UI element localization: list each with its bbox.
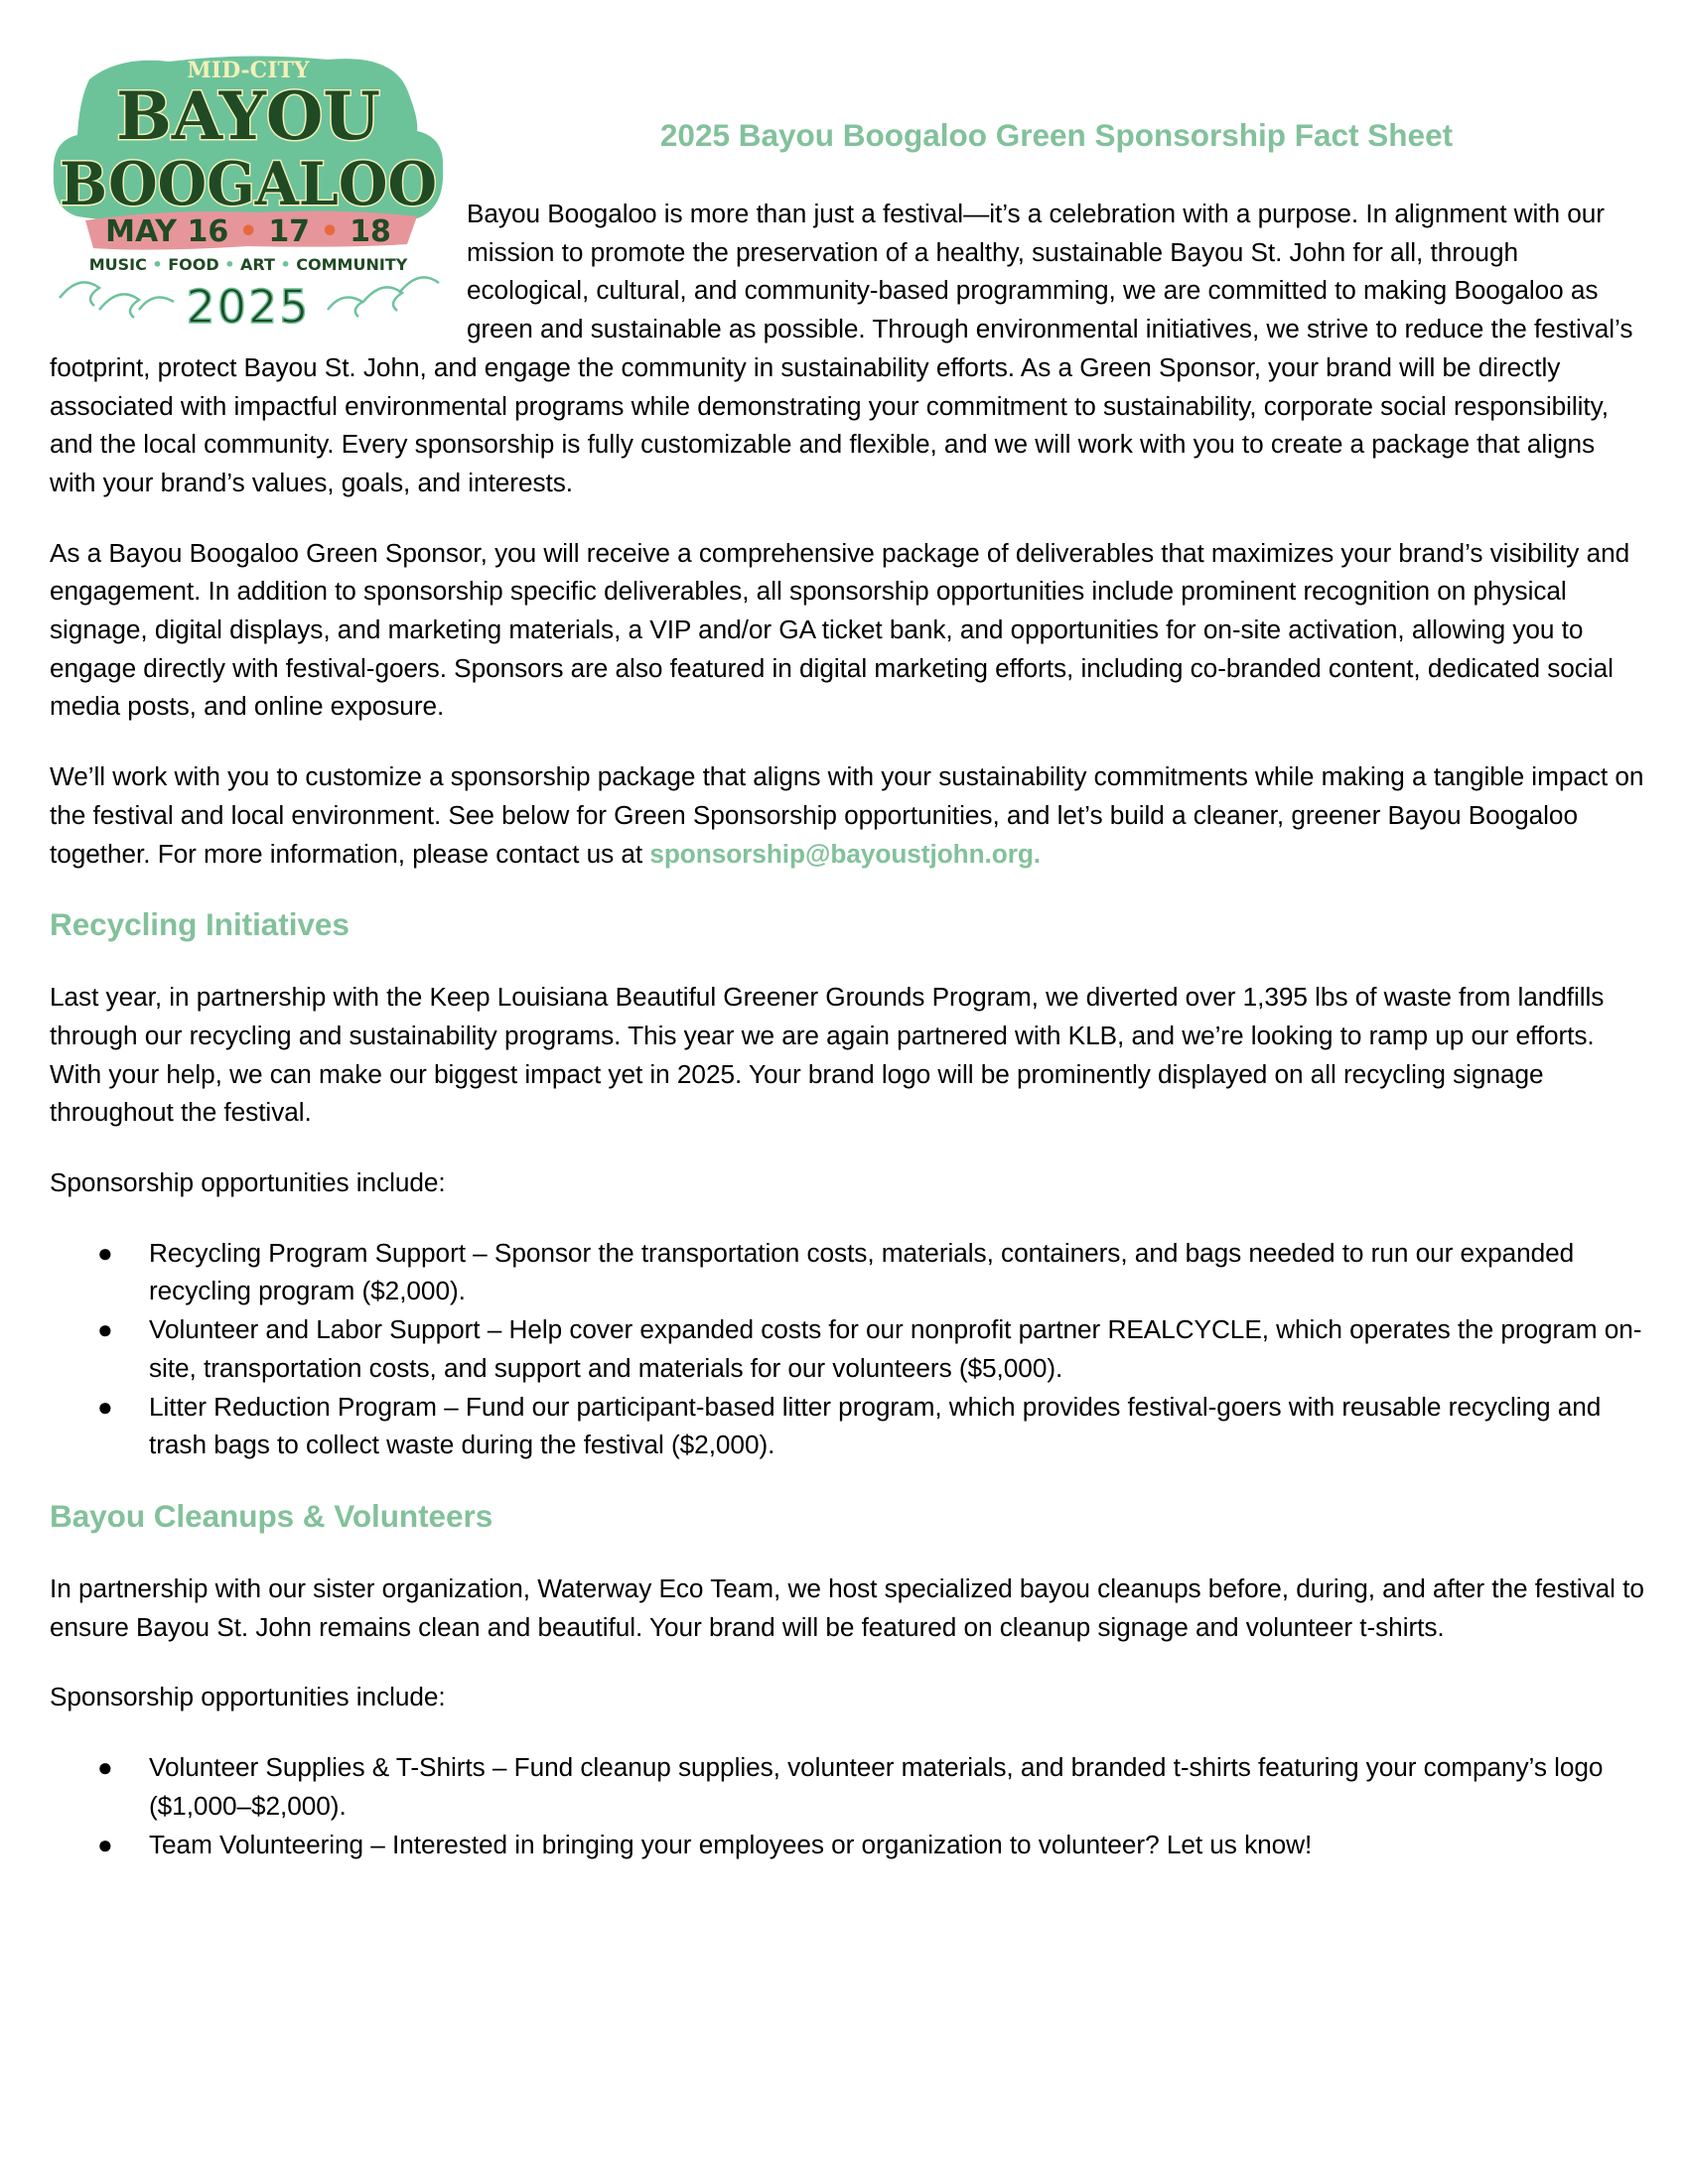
list-item: ● Litter Reduction Program – Fund our participant-based litter program, which provides festival-goers with reusable recycling and trash bags to collect waste during the festival ($2,000). xyxy=(50,1388,1646,1464)
list-item: ● Team Volunteering – Interested in bringing your employees or organization to volunteer? Let us know! xyxy=(50,1826,1646,1864)
list-item: ● Volunteer and Labor Support – Help cover expanded costs for our nonprofit partner REALCYCLE, which operates the program on-site, transportation costs, and support and materials for our volunteers ($5,000). xyxy=(50,1310,1646,1387)
bullet-icon: ● xyxy=(97,1829,113,1859)
logo-dates: MAY 16 • 17 • 18 xyxy=(105,214,391,249)
logo-mid-city: MID-CITY xyxy=(187,58,310,83)
logo-year: 2025 xyxy=(186,280,311,333)
intro-paragraph-3-text: We’ll work with you to customize a sponsorship package that aligns with your sustainability commitments while making a tangible impact on the festival and local environment. See below for Green Sponsorship opportunities, and let’s build a cleaner, greener Bayou Boogaloo together. For more information, please contact us at xyxy=(50,761,1644,869)
intro-paragraph-2: As a Bayou Boogaloo Green Sponsor, you will receive a comprehensive package of deliverables that maximizes your brand’s visibility and engagement. In addition to sponsorship specific deliverables, all sponsorship opportunities include prominent recognition on physical signage, digital displays, and marketing materials, a VIP and/or GA ticket bank, and opportunities for on-site activation, allowing you to engage directly with festival-goers. Sponsors are also featured in digital marketing efforts, including co-branded content, dedicated social media posts, and online exposure. xyxy=(50,537,1630,722)
document-body xyxy=(50,195,1646,1895)
logo-bayou: BAYOU xyxy=(116,77,380,155)
recycling-list-intro: Sponsorship opportunities include: xyxy=(50,1167,446,1198)
logo-wrap-spacer xyxy=(50,195,467,343)
page-title: 2025 Bayou Boogaloo Green Sponsorship Fact Sheet xyxy=(659,117,1454,153)
cleanups-body: In partnership with our sister organization, Waterway Eco Team, we host specialized bayou cleanups before, during, and after the festival to ensure Bayou St. John remains clean and beautiful. Your brand will be featured on cleanup signage and volunteer t-shirts. xyxy=(50,1572,1644,1642)
recycling-opportunities-list xyxy=(50,1234,1646,1464)
logo-boogaloo: BOOGALOO xyxy=(60,150,437,219)
bullet-icon: ● xyxy=(97,1391,113,1422)
bullet-icon: ● xyxy=(97,1237,113,1268)
bullet-icon: ● xyxy=(97,1752,113,1783)
section-heading-recycling: Recycling Initiatives xyxy=(50,906,350,943)
list-item: ● Volunteer Supplies & T-Shirts – Fund cleanup supplies, volunteer materials, and branded t-shirts featuring your company’s logo ($1,000–$2,000). xyxy=(50,1748,1646,1825)
intro-paragraph-1: Bayou Boogaloo is more than just a festival—it’s a celebration with a purpose. In alignment with our mission to promote the preservation of a healthy, sustainable Bayou St. John for all, through ecological, cultural, and community-based programming, we are committed to making Boogaloo as green and sustainable as possible. Through environmental initiatives, we strive to reduce the festival’s footprint, protect Bayou St. John, and engage the community in sustainability efforts. As a Green Sponsor, your brand will be directly associated with impactful environmental programs while demonstrating your commitment to sustainability, corporate social responsibility, and the local community. Every sponsorship is fully customizable and flexible, and we will work with you to create a package that aligns with your brand’s values, goals, and interests. xyxy=(50,199,1633,497)
list-item: ● Recycling Program Support – Sponsor the transportation costs, materials, containers, and bags needed to run our expanded recycling program ($2,000). xyxy=(50,1234,1646,1310)
intro-paragraph-3 xyxy=(50,757,1646,873)
section-heading-cleanups: Bayou Cleanups & Volunteers xyxy=(50,1497,493,1534)
bullet-icon: ● xyxy=(97,1314,113,1345)
cleanups-list-intro: Sponsorship opportunities include: xyxy=(50,1682,446,1712)
recycling-body: Last year, in partnership with the Keep Louisiana Beautiful Greener Grounds Program, we diverted over 1,395 lbs of waste from landfills through our recycling and sustainability programs. This year we are again partnered with KLB, and we’re looking to ramp up our efforts. With your help, we can make our biggest impact yet in 2025. Your brand logo will be prominently displayed on all recycling signage throughout the festival. xyxy=(50,982,1605,1128)
logo-tagline: MUSIC • FOOD • ART • COMMUNITY xyxy=(88,255,408,274)
contact-email-link[interactable]: sponsorship@bayoustjohn.org. xyxy=(649,838,1042,869)
cleanups-opportunities-list xyxy=(50,1748,1646,1863)
